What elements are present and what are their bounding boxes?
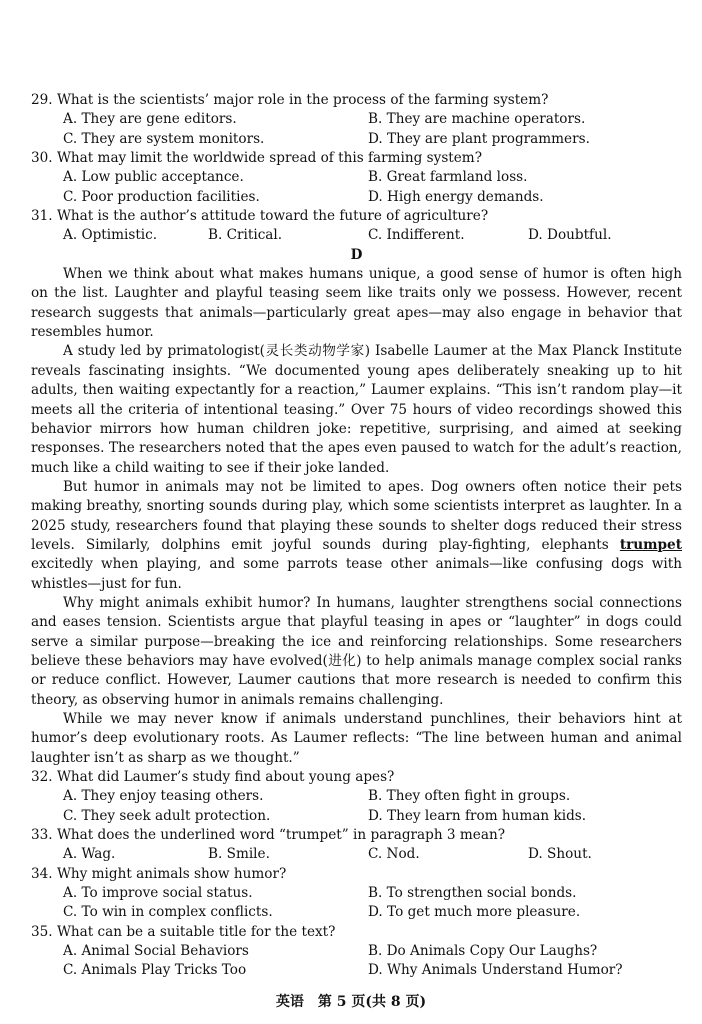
section-label: D [350,246,363,263]
question-30-options [31,168,682,207]
option-33-c: C. Nod. [368,846,420,863]
option-34-a: A. To improve social status. [63,885,253,902]
question-29-options [31,110,682,149]
question-31-options [31,226,682,245]
option-32-d: D. They learn from human kids. [368,807,587,824]
question-33-options [31,845,682,864]
option-32-b: B. They often fight in groups. [368,788,571,805]
option-35-d: D. Why Animals Understand Humor? [368,962,623,979]
passage-paragraph-2: A study led by primatologist(灵长类动物学家) Isabelle Laumer at the Max Planck Institute reveals fascinating insights. “We documented young apes deliberately sneaking up to hit adults, then waiting expectantly for a reaction,” Laumer explains. “This isn’t random play—it meets all the criteria of intentional teasing.” Over 75 hours of video recordings showed this behavior mirrors how human children joke: repetitive, surprising, and aimed at seeking responses. The researchers noted that the apes even paused to watch for the adult’s reaction, much like a child waiting to see if their joke landed. [31,343,682,476]
option-32-a: A. They enjoy teasing others. [63,788,264,805]
passage-paragraph-5: While we may never know if animals understand punchlines, their behaviors hint at humor’s deep evolutionary roots. As Laumer reflects: “The line between human and animal laughter isn’t as sharp as we thought.” [31,711,682,766]
question-30-stem: 30. What may limit the worldwide spread of this farming system? [31,150,482,167]
question-31-stem: 31. What is the author’s attitude toward the future of agriculture? [31,208,489,225]
option-29-b: B. They are machine operators. [368,111,586,128]
option-33-b: B. Smile. [208,846,270,863]
question-29-stem: 29. What is the scientists’ major role in the process of the farming system? [31,92,549,108]
question-34-stem: 34. Why might animals show humor? [31,865,287,882]
option-33-d: D. Shout. [528,846,592,863]
exam-page [31,91,682,981]
option-35-b: B. Do Animals Copy Our Laughs? [368,943,598,960]
option-31-d: D. Doubtful. [528,227,612,244]
option-29-c: C. They are system monitors. [63,130,265,147]
option-34-c: C. To win in complex conflicts. [63,904,273,921]
passage-paragraph-1: When we think about what makes humans unique, a good sense of humor is often high on the list. Laughter and playful teasing seem like traits only we possess. However, recent research suggests that animals—particularly great apes—may also engage in behavior that resembles humor. [31,266,682,341]
option-35-c: C. Animals Play Tricks Too [63,962,247,979]
option-30-d: D. High energy demands. [368,188,544,205]
underlined-word-trumpet: trumpet [619,536,682,553]
paragraph-3-text-before: But humor in animals may not be limited to apes. Dog owners often notice their pets making breathy, snorting sounds during play, which some scientists interpret as laughter. In a 2025 study, researchers found that playing these sounds to shelter dogs reduced their stress levels. Similarly, dolphins emit joyful sounds during play-fighting, elephants [31,478,682,553]
question-35-options [31,942,682,981]
option-31-a: A. Optimistic. [63,227,158,244]
passage-paragraph-4: Why might animals exhibit humor? In humans, laughter strengthens social connections and eases tension. Scientists argue that playful teasing in apes or “laughter” in dogs could serve a similar purpose—breaking the ice and reinforcing relationships. Some researchers believe these behaviors may have evolved(进化) to help animals manage complex social ranks or reduce conflict. However, Laumer cautions that more research is needed to confirm this theory, as observing humor in animals remains challenging. [31,594,682,708]
option-31-b: B. Critical. [208,227,283,244]
question-33-stem: 33. What does the underlined word “trumpet” in paragraph 3 mean? [31,827,505,844]
option-35-a: A. Animal Social Behaviors [63,943,249,960]
option-30-a: A. Low public acceptance. [63,169,244,186]
option-32-c: C. They seek adult protection. [63,807,271,824]
option-30-b: B. Great farmland loss. [368,169,528,186]
option-34-d: D. To get much more pleasure. [368,904,581,921]
question-34-options [31,884,682,923]
paragraph-3-text-after: excitedly when playing, and some parrots tease other animals—like confusing dogs with whistles—just for fun. [31,556,682,592]
page-footer: 英语 第 5 页(共 8 页) [275,994,427,1010]
passage-paragraph-3 [31,478,682,594]
option-30-c: C. Poor production facilities. [63,188,260,205]
option-29-d: D. They are plant programmers. [368,130,590,147]
option-31-c: C. Indifferent. [368,227,465,244]
option-29-a: A. They are gene editors. [63,111,237,128]
question-35-stem: 35. What can be a suitable title for the text? [31,923,336,940]
question-32-stem: 32. What did Laumer’s study find about young apes? [31,769,395,786]
question-32-options [31,787,682,826]
option-34-b: B. To strengthen social bonds. [368,885,577,902]
option-33-a: A. Wag. [63,846,116,863]
